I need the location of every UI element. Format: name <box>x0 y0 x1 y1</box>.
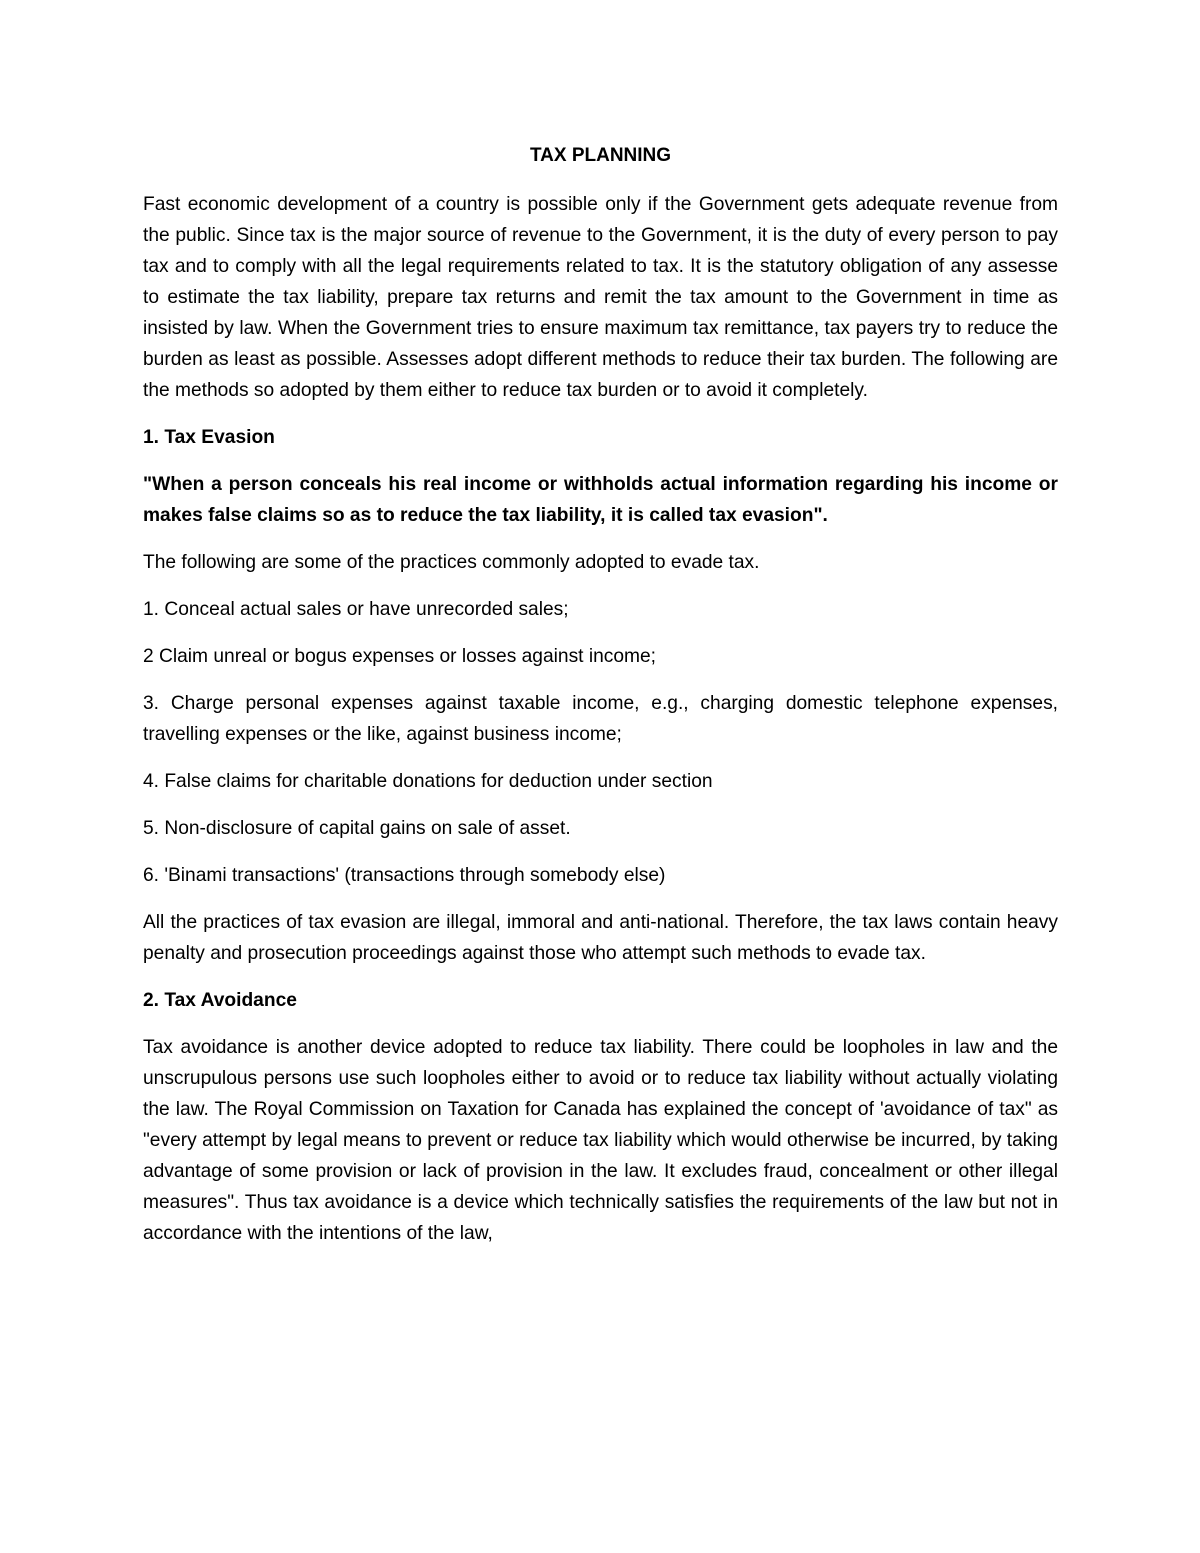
evasion-practice-item-3: 3. Charge personal expenses against taxable income, e.g., charging domestic telephone expenses, travelling expenses or the like, against business income; <box>143 693 1058 745</box>
section-heading-tax-avoidance: 2. Tax Avoidance <box>143 990 297 1011</box>
evasion-practice-item-1: 1. Conceal actual sales or have unrecorded sales; <box>143 599 569 620</box>
section-heading-tax-evasion: 1. Tax Evasion <box>143 427 275 448</box>
evasion-practice-item-2: 2 Claim unreal or bogus expenses or losses against income; <box>143 646 657 667</box>
evasion-practice-item-4: 4. False claims for charitable donations for deduction under section <box>143 771 713 792</box>
document-page <box>143 143 1058 1265</box>
tax-evasion-definition: "When a person conceals his real income or withholds actual information regarding his income or makes false claims so as to reduce the tax liability, it is called tax evasion". <box>143 474 1058 526</box>
evasion-practice-item-5: 5. Non-disclosure of capital gains on sale of asset. <box>143 818 571 839</box>
evasion-conclusion-paragraph: All the practices of tax evasion are illegal, immoral and anti-national. Therefore, the tax laws contain heavy penalty and prosecution proceedings against those who attempt such methods to evade tax. <box>143 912 1058 964</box>
tax-avoidance-paragraph: Tax avoidance is another device adopted to reduce tax liability. There could be loopholes in law and the unscrupulous persons use such loopholes either to avoid or to reduce tax liability without actually violating the law. The Royal Commission on Taxation for Canada has explained the concept of 'avoidance of tax" as "every attempt by legal means to prevent or reduce tax liability which would otherwise be incurred, by taking advantage of some provision or lack of provision in the law. It excludes fraud, concealment or other illegal measures". Thus tax avoidance is a device which technically satisfies the requirements of the law but not in accordance with the intentions of the law, <box>143 1037 1058 1244</box>
document-title: TAX PLANNING <box>529 145 672 166</box>
intro-paragraph: Fast economic development of a country is possible only if the Government gets adequate revenue from the public. Since tax is the major source of revenue to the Government, it is the duty of every person to pay tax and to comply with all the legal requirements related to tax. It is the statutory obligation of any assesse to estimate the tax liability, prepare tax returns and remit the tax amount to the Government in time as insisted by law. When the Government tries to ensure maximum tax remittance, tax payers try to reduce the burden as least as possible. Assesses adopt different methods to reduce their tax burden. The following are the methods so adopted by them either to reduce tax burden or to avoid it completely. <box>143 194 1058 401</box>
evasion-practices-lead: The following are some of the practices commonly adopted to evade tax. <box>143 552 760 573</box>
evasion-practice-item-6: 6. 'Binami transactions' (transactions through somebody else) <box>143 865 666 886</box>
